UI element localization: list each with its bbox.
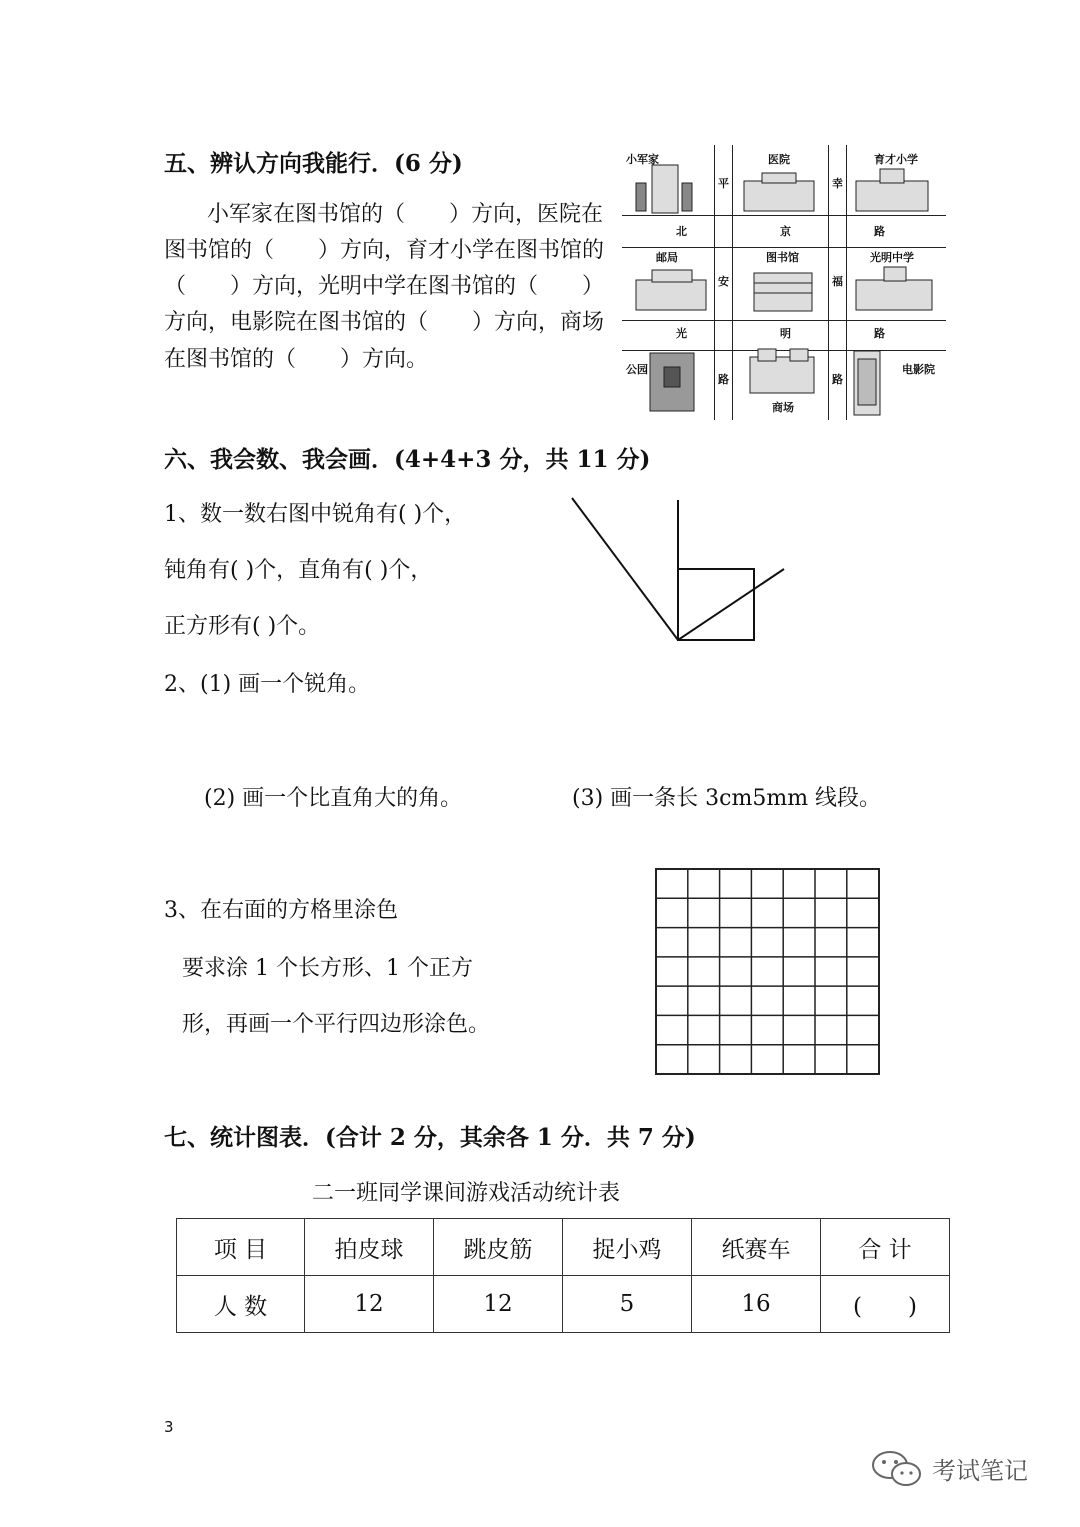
watermark-text: 考试笔记 xyxy=(932,1456,1028,1485)
section5-heading: 五、辨认方向我能行．(6 分) xyxy=(164,150,463,177)
section5-line-3: （ ）方向，光明中学在图书馆的（ ） xyxy=(164,274,605,299)
cell-pipiqiu: 12 xyxy=(305,1276,434,1333)
road-label-guang: 光 xyxy=(676,327,687,340)
cell-zhisaiche: 16 xyxy=(692,1276,821,1333)
stats-table xyxy=(176,1218,950,1333)
header-item: 项 目 xyxy=(177,1219,305,1276)
header-zhuoxiaoji: 捉小鸡 xyxy=(563,1219,692,1276)
road-label-bei: 北 xyxy=(676,225,687,238)
q2-3: (3) 画一条长 3cm5mm 线段。 xyxy=(572,786,882,811)
road-label-ping: 平 xyxy=(718,177,729,190)
section5-line-5: 在图书馆的（ ）方向。 xyxy=(164,347,429,372)
q3-line-1: 3、在右面的方格里涂色 xyxy=(164,898,398,923)
section5-line-1: 小军家在图书馆的（ ）方向，医院在 xyxy=(207,202,604,227)
section6-heading: 六、我会数、我会画．(4+4+3 分，共 11 分) xyxy=(164,446,651,473)
direction-map xyxy=(622,145,946,420)
wechat-icon xyxy=(870,1448,924,1488)
page-number: 3 xyxy=(164,1418,174,1436)
map-cell-xiaojunjia: 小军家 xyxy=(626,153,659,166)
map-cell-post-office: 邮局 xyxy=(656,251,678,264)
q1-line-1: 1、数一数右图中锐角有( )个， xyxy=(164,502,467,527)
map-cell-library: 图书馆 xyxy=(766,251,799,264)
road-label-xing: 幸 xyxy=(832,177,843,190)
road-label-fu: 福 xyxy=(832,275,843,288)
road-label-ming: 明 xyxy=(780,327,791,340)
q2-2: (2) 画一个比直角大的角。 xyxy=(204,786,463,811)
table-row xyxy=(177,1276,950,1333)
road-label-lu-2: 路 xyxy=(874,327,885,340)
coloring-grid[interactable] xyxy=(655,868,880,1076)
header-total: 合 计 xyxy=(821,1219,950,1276)
q2-1: 2、(1) 画一个锐角。 xyxy=(164,672,371,697)
angle-figure xyxy=(560,490,800,650)
table-header-row xyxy=(177,1219,950,1276)
row-label: 人 数 xyxy=(177,1276,305,1333)
building-icons xyxy=(622,145,946,420)
q3-line-2: 要求涂 1 个长方形、1 个正方 xyxy=(182,956,473,981)
road-label-jing: 京 xyxy=(780,225,791,238)
header-zhisaiche: 纸赛车 xyxy=(692,1219,821,1276)
cell-tiaopijin: 12 xyxy=(434,1276,563,1333)
table-title: 二一班同学课间游戏活动统计表 xyxy=(312,1181,621,1206)
section7-heading: 七、统计图表．(合计 2 分，其余各 1 分．共 7 分) xyxy=(164,1124,696,1151)
road-label-lu-1: 路 xyxy=(874,225,885,238)
header-pipiqiu: 拍皮球 xyxy=(305,1219,434,1276)
cell-total-blank[interactable]: ( ) xyxy=(821,1276,950,1333)
road-label-lu-3: 路 xyxy=(718,373,729,386)
map-cell-mall: 商场 xyxy=(772,401,794,414)
road-label-lu-4: 路 xyxy=(832,373,843,386)
q1-line-2: 钝角有( )个，直角有( )个， xyxy=(164,558,433,583)
map-cell-guangming-school: 光明中学 xyxy=(870,251,914,264)
watermark xyxy=(870,1448,1028,1488)
map-cell-cinema: 电影院 xyxy=(902,363,935,376)
q1-line-3: 正方形有( )个。 xyxy=(164,614,321,639)
map-cell-hospital: 医院 xyxy=(768,153,790,166)
header-tiaopijin: 跳皮筋 xyxy=(434,1219,563,1276)
q3-line-3: 形，再画一个平行四边形涂色。 xyxy=(182,1012,491,1037)
map-cell-yucai-school: 育才小学 xyxy=(874,153,918,166)
map-cell-park: 公园 xyxy=(626,363,648,376)
cell-zhuoxiaoji: 5 xyxy=(563,1276,692,1333)
section5-line-4: 方向，电影院在图书馆的（ ）方向，商场 xyxy=(164,310,605,335)
section5-line-2: 图书馆的（ ）方向，育才小学在图书馆的 xyxy=(164,238,605,263)
road-label-an: 安 xyxy=(718,275,729,288)
